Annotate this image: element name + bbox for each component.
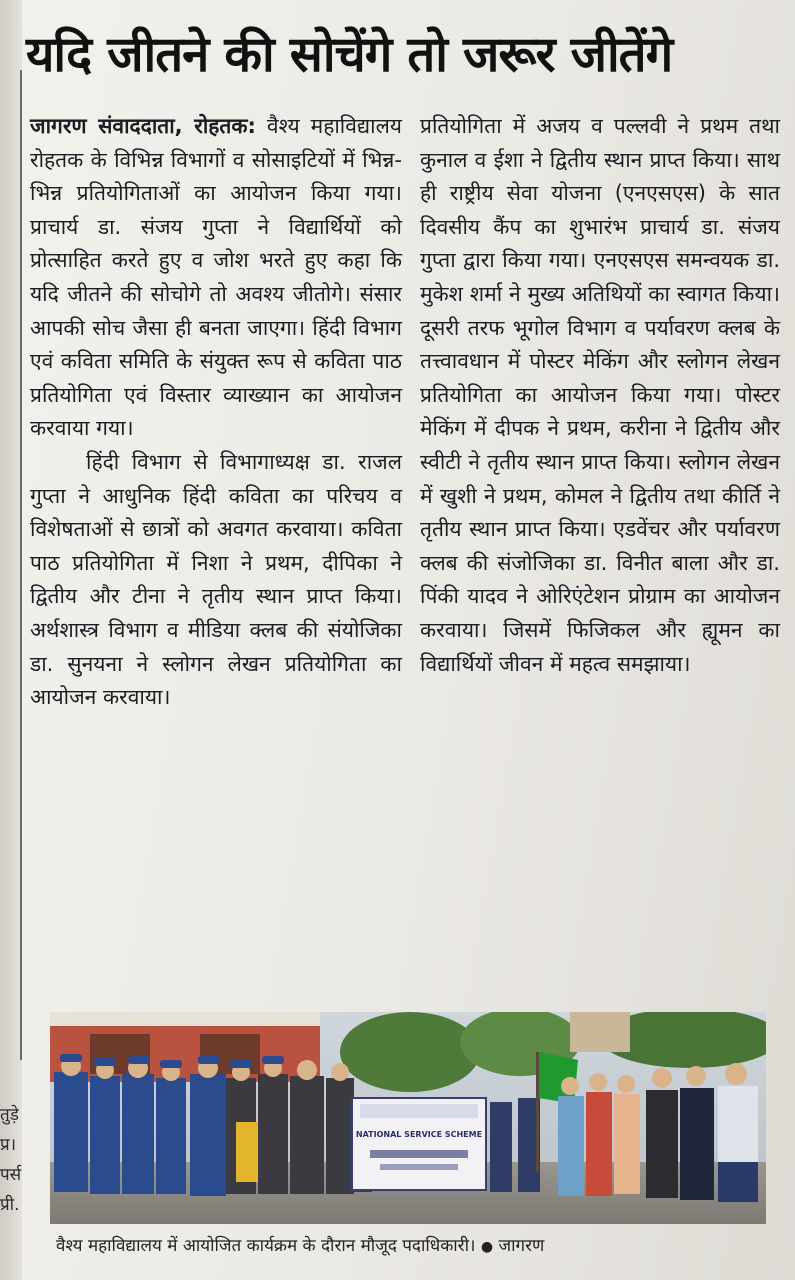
bullet-icon: ● — [480, 1239, 494, 1255]
fragment-line: प्र। — [0, 1135, 17, 1155]
paragraph-1-text: वैश्य महाविद्यालय रोहतक के विभिन्न विभागों व सोसाइटियों में भिन्न-भिन्न प्रतियोगिताओं का आयोजन किया गया। प्राचार्य डा. संजय गुप्ता ने विद्यार्थियों को प्रोत्साहित करते हुए व जोश भरते हुए कहा कि यदि जीतने की सोचोगे तो अवश्य जीतोगे। संसार आपकी सोच जैसा ही बनता जाएगा। हिंदी विभाग एवं कविता समिति के संयुक्त रूप से कविता पाठ प्रतियोगिता एवं विस्तार व्याख्यान का आयोजन करवाया गया। — [30, 114, 402, 441]
caption-credit: जागरण — [498, 1236, 545, 1256]
photo-caption — [56, 1232, 776, 1261]
caption-text: वैश्य महाविद्यालय में आयोजित कार्यक्रम के दौरान मौजूद पदाधिकारी। — [56, 1236, 476, 1256]
article-column-2 — [420, 110, 780, 681]
fragment-line: प्री. — [0, 1195, 20, 1215]
article-column-1 — [30, 110, 402, 715]
group-photo-illustration — [50, 1012, 766, 1224]
group-photo — [50, 1012, 766, 1224]
paragraph-3: प्रतियोगिता में अजय व पल्लवी ने प्रथम तथा कुनाल व ईशा ने द्वितीय स्थान प्राप्त किया। साथ ही राष्ट्रीय सेवा योजना (एनएसएस) के सात दिवसीय कैंप का शुभारंभ प्राचार्य डा. संजय गुप्ता द्वारा किया गया। एनएसएस समन्वयक डा. मुकेश शर्मा ने मुख्य अतिथियों का स्वागत किया। दूसरी तरफ भूगोल विभाग व पर्यावरण क्लब के तत्त्वावधान में पोस्टर मेकिंग और स्लोगन लेखन प्रतियोगिता का आयोजन किया गया। पोस्टर मेकिंग में दीपक ने प्रथम, करीना ने द्वितीय और स्वीटी ने तृतीय स्थान प्राप्त किया। स्लोगन लेखन में खुशी ने प्रथम, कोमल ने द्वितीय तथा कीर्ति ने तृतीय स्थान प्राप्त किया। एडवेंचर और पर्यावरण क्लब की संजोजिका डा. विनीत बाला और डा. पिंकी यादव ने ओरिएंटेशन प्रोग्राम का आयोजन करवाया। जिसमें फिजिकल और ह्यूमन का विद्यार्थियों जीवन में महत्व समझाया। — [420, 114, 780, 676]
byline: जागरण संवाददाता, रोहतक: — [30, 114, 256, 138]
column-rule — [20, 70, 22, 1060]
previous-column-fragments — [0, 1100, 30, 1220]
adjacent-page-strip — [0, 0, 22, 1280]
fragment-line: तुड़े — [0, 1105, 19, 1125]
paragraph-1 — [30, 110, 402, 446]
article-headline: यदि जीतने की सोचेंगे तो जरूर जीतेंगे — [26, 26, 673, 83]
banner-text: NATIONAL SERVICE SCHEME — [355, 1130, 483, 1139]
fragment-line: पर्स — [0, 1165, 22, 1185]
paragraph-2: हिंदी विभाग से विभागाध्यक्ष डा. राजल गुप्ता ने आधुनिक हिंदी कविता का परिचय व विशेषताओं से छात्रों को अवगत करवाया। कविता पाठ प्रतियोगिता में निशा ने प्रथम, दीपिका ने द्वितीय और टीना ने तृतीय स्थान प्राप्त किया। अर्थशास्त्र विभाग व मीडिया क्लब की संयोजिका डा. सुनयना ने स्लोगन लेखन प्रतियोगिता का आयोजन करवाया। — [30, 449, 402, 710]
